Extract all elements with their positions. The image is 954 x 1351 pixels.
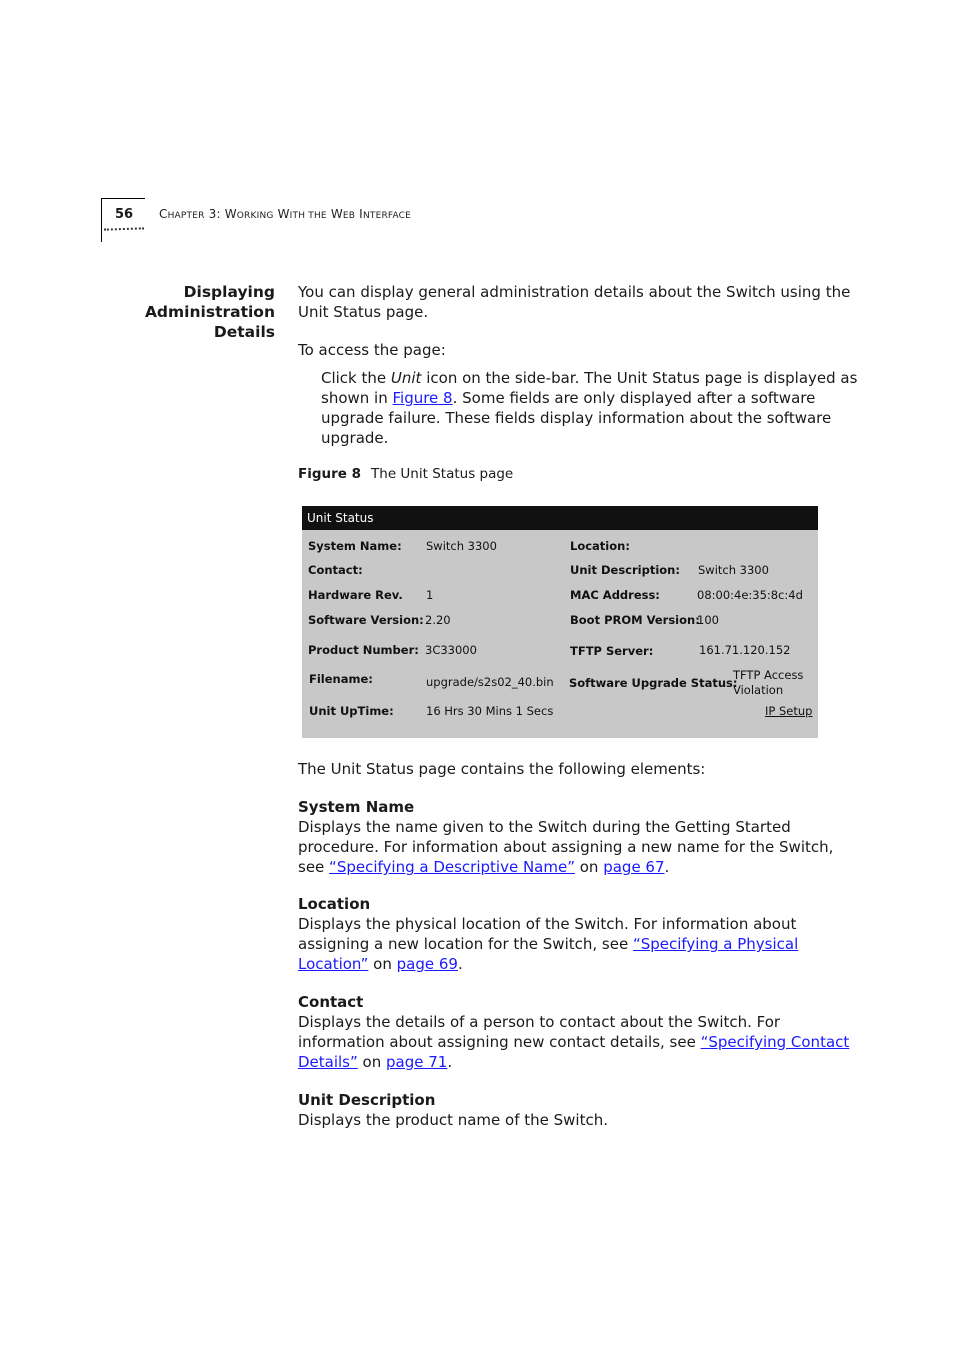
contact-heading: Contact <box>298 993 364 1011</box>
ip-setup-link[interactable]: IP Setup <box>765 704 813 718</box>
mac-address-label: MAC Address: <box>570 588 660 602</box>
location-section: Location Displays the physical location of the Switch. For information about assigning a new location for the Switch, see “Specifying a Physical Location” on page 69. <box>298 895 799 973</box>
contact-label: Contact: <box>308 563 363 577</box>
figure-caption: Figure 8 The Unit Status page <box>298 466 514 482</box>
unit-description-heading: Unit Description <box>298 1091 436 1109</box>
unit-description-value: Switch 3300 <box>698 563 769 577</box>
boot-prom-label: Boot PROM Version: <box>570 613 700 627</box>
location-heading: Location <box>298 895 371 913</box>
system-name-heading: System Name <box>298 798 415 816</box>
system-name-label: System Name: <box>308 539 402 553</box>
unit-description-label: Unit Description: <box>570 563 680 577</box>
unit-status-screenshot <box>302 506 818 738</box>
specifying-contact-details-link[interactable]: “Specifying Contact <box>700 1033 850 1051</box>
specifying-physical-location-link[interactable]: “Specifying a Physical <box>632 935 799 953</box>
product-number-value: 3C33000 <box>425 643 477 657</box>
elements-intro: The Unit Status page contains the following elements: <box>298 760 706 778</box>
hardware-rev-label: Hardware Rev. <box>308 588 403 602</box>
unit-status-title-bar: Unit Status <box>302 506 818 530</box>
specifying-contact-details-link-cont[interactable]: Details” <box>298 1053 358 1071</box>
page-67-link[interactable]: page 67 <box>603 858 665 876</box>
tftp-server-value: 161.71.120.152 <box>699 643 791 657</box>
access-text: To access the page: <box>298 341 446 359</box>
page-number: 56 <box>115 207 134 222</box>
page-71-link[interactable]: page 71 <box>386 1053 448 1071</box>
tftp-server-label: TFTP Server: <box>570 644 654 658</box>
software-version-value: 2.20 <box>425 613 451 627</box>
software-upgrade-status-label: Software Upgrade Status: <box>569 676 738 690</box>
product-number-label: Product Number: <box>308 643 419 657</box>
filename-value: upgrade/s2s02_40.bin <box>426 675 554 689</box>
chapter-title: CHAPTER 3: WORKING WITH THE WEB INTERFACE <box>159 207 412 221</box>
unit-uptime-label: Unit UpTime: <box>309 704 394 718</box>
page-69-link[interactable]: page 69 <box>396 955 458 973</box>
intro-paragraph: You can display general administration details about the Switch using the Unit Status page. <box>298 283 851 321</box>
step-paragraph: Click the Unit icon on the side-bar. The Unit Status page is displayed as shown in Figure 8. Some fields are only displayed after a software upgrade failure. These fields display information about the software upgrade. <box>321 369 858 447</box>
location-label: Location: <box>570 539 630 553</box>
software-upgrade-status-value: TFTP Access Violation <box>733 668 804 697</box>
section-heading: Displaying Administration Details <box>144 283 275 341</box>
filename-label: Filename: <box>309 672 373 686</box>
specifying-physical-location-link-cont[interactable]: Location” <box>298 955 369 973</box>
unit-uptime-value: 16 Hrs 30 Mins 1 Secs <box>426 704 554 718</box>
specifying-descriptive-name-link[interactable]: “Specifying a Descriptive Name” <box>329 858 575 876</box>
contact-section: Contact Displays the details of a person to contact about the Switch. For information about assigning new contact details, see “Specifying Contact Details” on page 71. <box>298 993 850 1071</box>
software-version-label: Software Version: <box>308 613 424 627</box>
figure-8-link[interactable]: Figure 8 <box>392 389 453 407</box>
hardware-rev-value: 1 <box>426 588 434 602</box>
system-name-section: System Name Displays the name given to the Switch during the Getting Started procedure. For information about assigning a new name for the Switch, see “Specifying a Descriptive Name” on page 67. <box>298 798 834 876</box>
system-name-value: Switch 3300 <box>426 539 497 553</box>
boot-prom-value: 100 <box>697 613 719 627</box>
unit-description-section: Unit Description Displays the product name of the Switch. <box>298 1091 608 1129</box>
mac-address-value: 08:00:4e:35:8c:4d <box>697 588 803 602</box>
